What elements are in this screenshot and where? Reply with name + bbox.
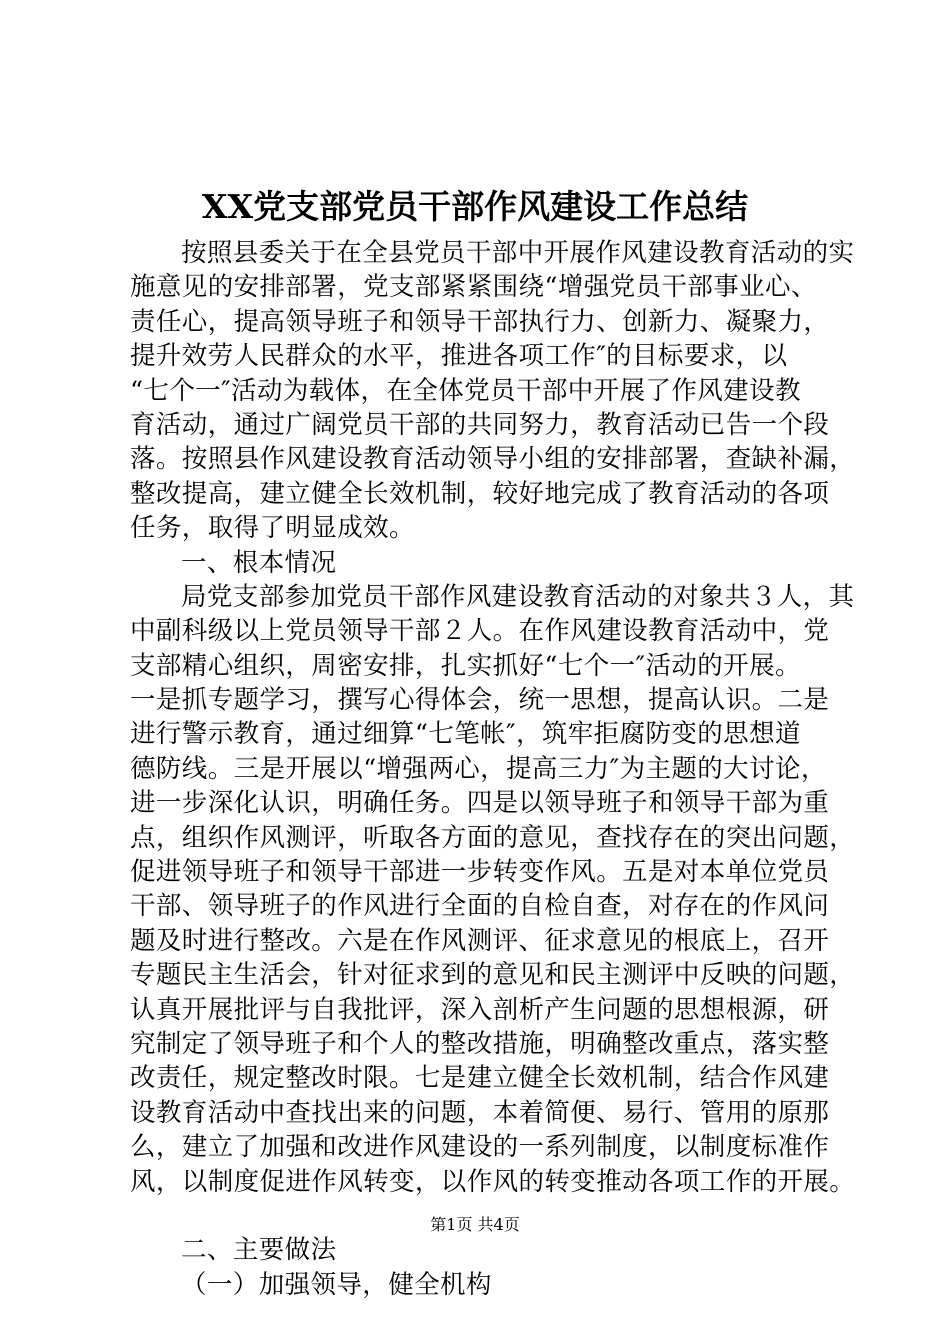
paragraph-line: 设教育活动中查找出来的问题，本着简便、易行、管用的原那 bbox=[130, 1097, 830, 1128]
paragraph-line: 育活动，通过广阔党员干部的共同努力，教育活动已告一个段 bbox=[130, 409, 830, 440]
paragraph-line: 点，组织作风测评，听取各方面的意见，查找存在的突出问题， bbox=[130, 822, 856, 853]
paragraph-line: 风，以制度促进作风转变，以作风的转变推动各项工作的开展。 bbox=[130, 1166, 856, 1197]
paragraph-line: 干部、领导班子的作风进行全面的自检自查，对存在的作风问 bbox=[130, 891, 830, 922]
paragraph-line: 施意见的安排部署，党支部紧紧围绕“增强党员干部事业心、 bbox=[130, 272, 817, 303]
paragraph-line: 进一步深化认识，明确任务。四是以领导班子和领导干部为重 bbox=[130, 788, 830, 819]
subsection-heading: （一）加强领导，健全机构 bbox=[181, 1269, 492, 1300]
paragraph-line: 落。按照县作风建设教育活动领导小组的安排部署，查缺补漏， bbox=[130, 444, 856, 475]
paragraph-line: 题及时进行整改。六是在作风测评、征求意见的根底上，召开 bbox=[130, 925, 830, 956]
paragraph-line: 提升效劳人民群众的水平，推进各项工作″的目标要求，以 bbox=[130, 341, 788, 372]
paragraph-line: “七个一″活动为载体，在全体党员干部中开展了作风建设教 bbox=[130, 375, 801, 406]
document-body bbox=[130, 236, 860, 1302]
paragraph-line: 专题民主生活会，针对征求到的意见和民主测评中反映的问题， bbox=[130, 960, 856, 991]
paragraph-line: 按照县委关于在全县党员干部中开展作风建设教育活动的实 bbox=[181, 238, 855, 268]
paragraph-line: 德防线。三是开展以“增强两心，提高三力″为主题的大讨论， bbox=[130, 753, 827, 784]
paragraph-line: 局党支部参加党员干部作风建设教育活动的对象共３人，其 bbox=[181, 581, 855, 612]
document-title: XX党支部党员干部作风建设工作总结 bbox=[201, 187, 749, 226]
paragraph-line: 中副科级以上党员领导干部２人。在作风建设教育活动中，党 bbox=[130, 616, 830, 647]
paragraph-line: 究制定了领导班子和个人的整改措施，明确整改重点，落实整 bbox=[130, 1028, 830, 1059]
section-heading: 一、根本情况 bbox=[181, 547, 337, 578]
paragraph-line: 任务，取得了明显成效。 bbox=[130, 513, 415, 544]
paragraph-line: 一是抓专题学习，撰写心得体会，统一思想，提高认识。二是 bbox=[130, 685, 830, 716]
paragraph-line: 责任心，提高领导班子和领导干部执行力、创新力、凝聚力， bbox=[130, 306, 830, 337]
paragraph-line: 整改提高，建立健全长效机制，较好地完成了教育活动的各项 bbox=[130, 478, 830, 509]
paragraph-line: 么，建立了加强和改进作风建设的一系列制度，以制度标准作 bbox=[130, 1132, 830, 1163]
paragraph-line: 进行警示教育，通过细算“七笔帐″，筑牢拒腐防变的思想道 bbox=[130, 719, 801, 750]
page-footer: 第1页 共4页 bbox=[430, 1215, 520, 1234]
paragraph-line: 改责任，规定整改时限。七是建立健全长效机制，结合作风建 bbox=[130, 1063, 830, 1094]
paragraph-line: 促进领导班子和领导干部进一步转变作风。五是对本单位党员 bbox=[130, 857, 830, 888]
paragraph-line: 认真开展批评与自我批评，深入剖析产生问题的思想根源，研 bbox=[130, 994, 830, 1025]
paragraph-line: 支部精心组织，周密安排，扎实抓好“七个一″活动的开展。 bbox=[130, 650, 801, 681]
section-heading: 二、主要做法 bbox=[181, 1235, 337, 1266]
